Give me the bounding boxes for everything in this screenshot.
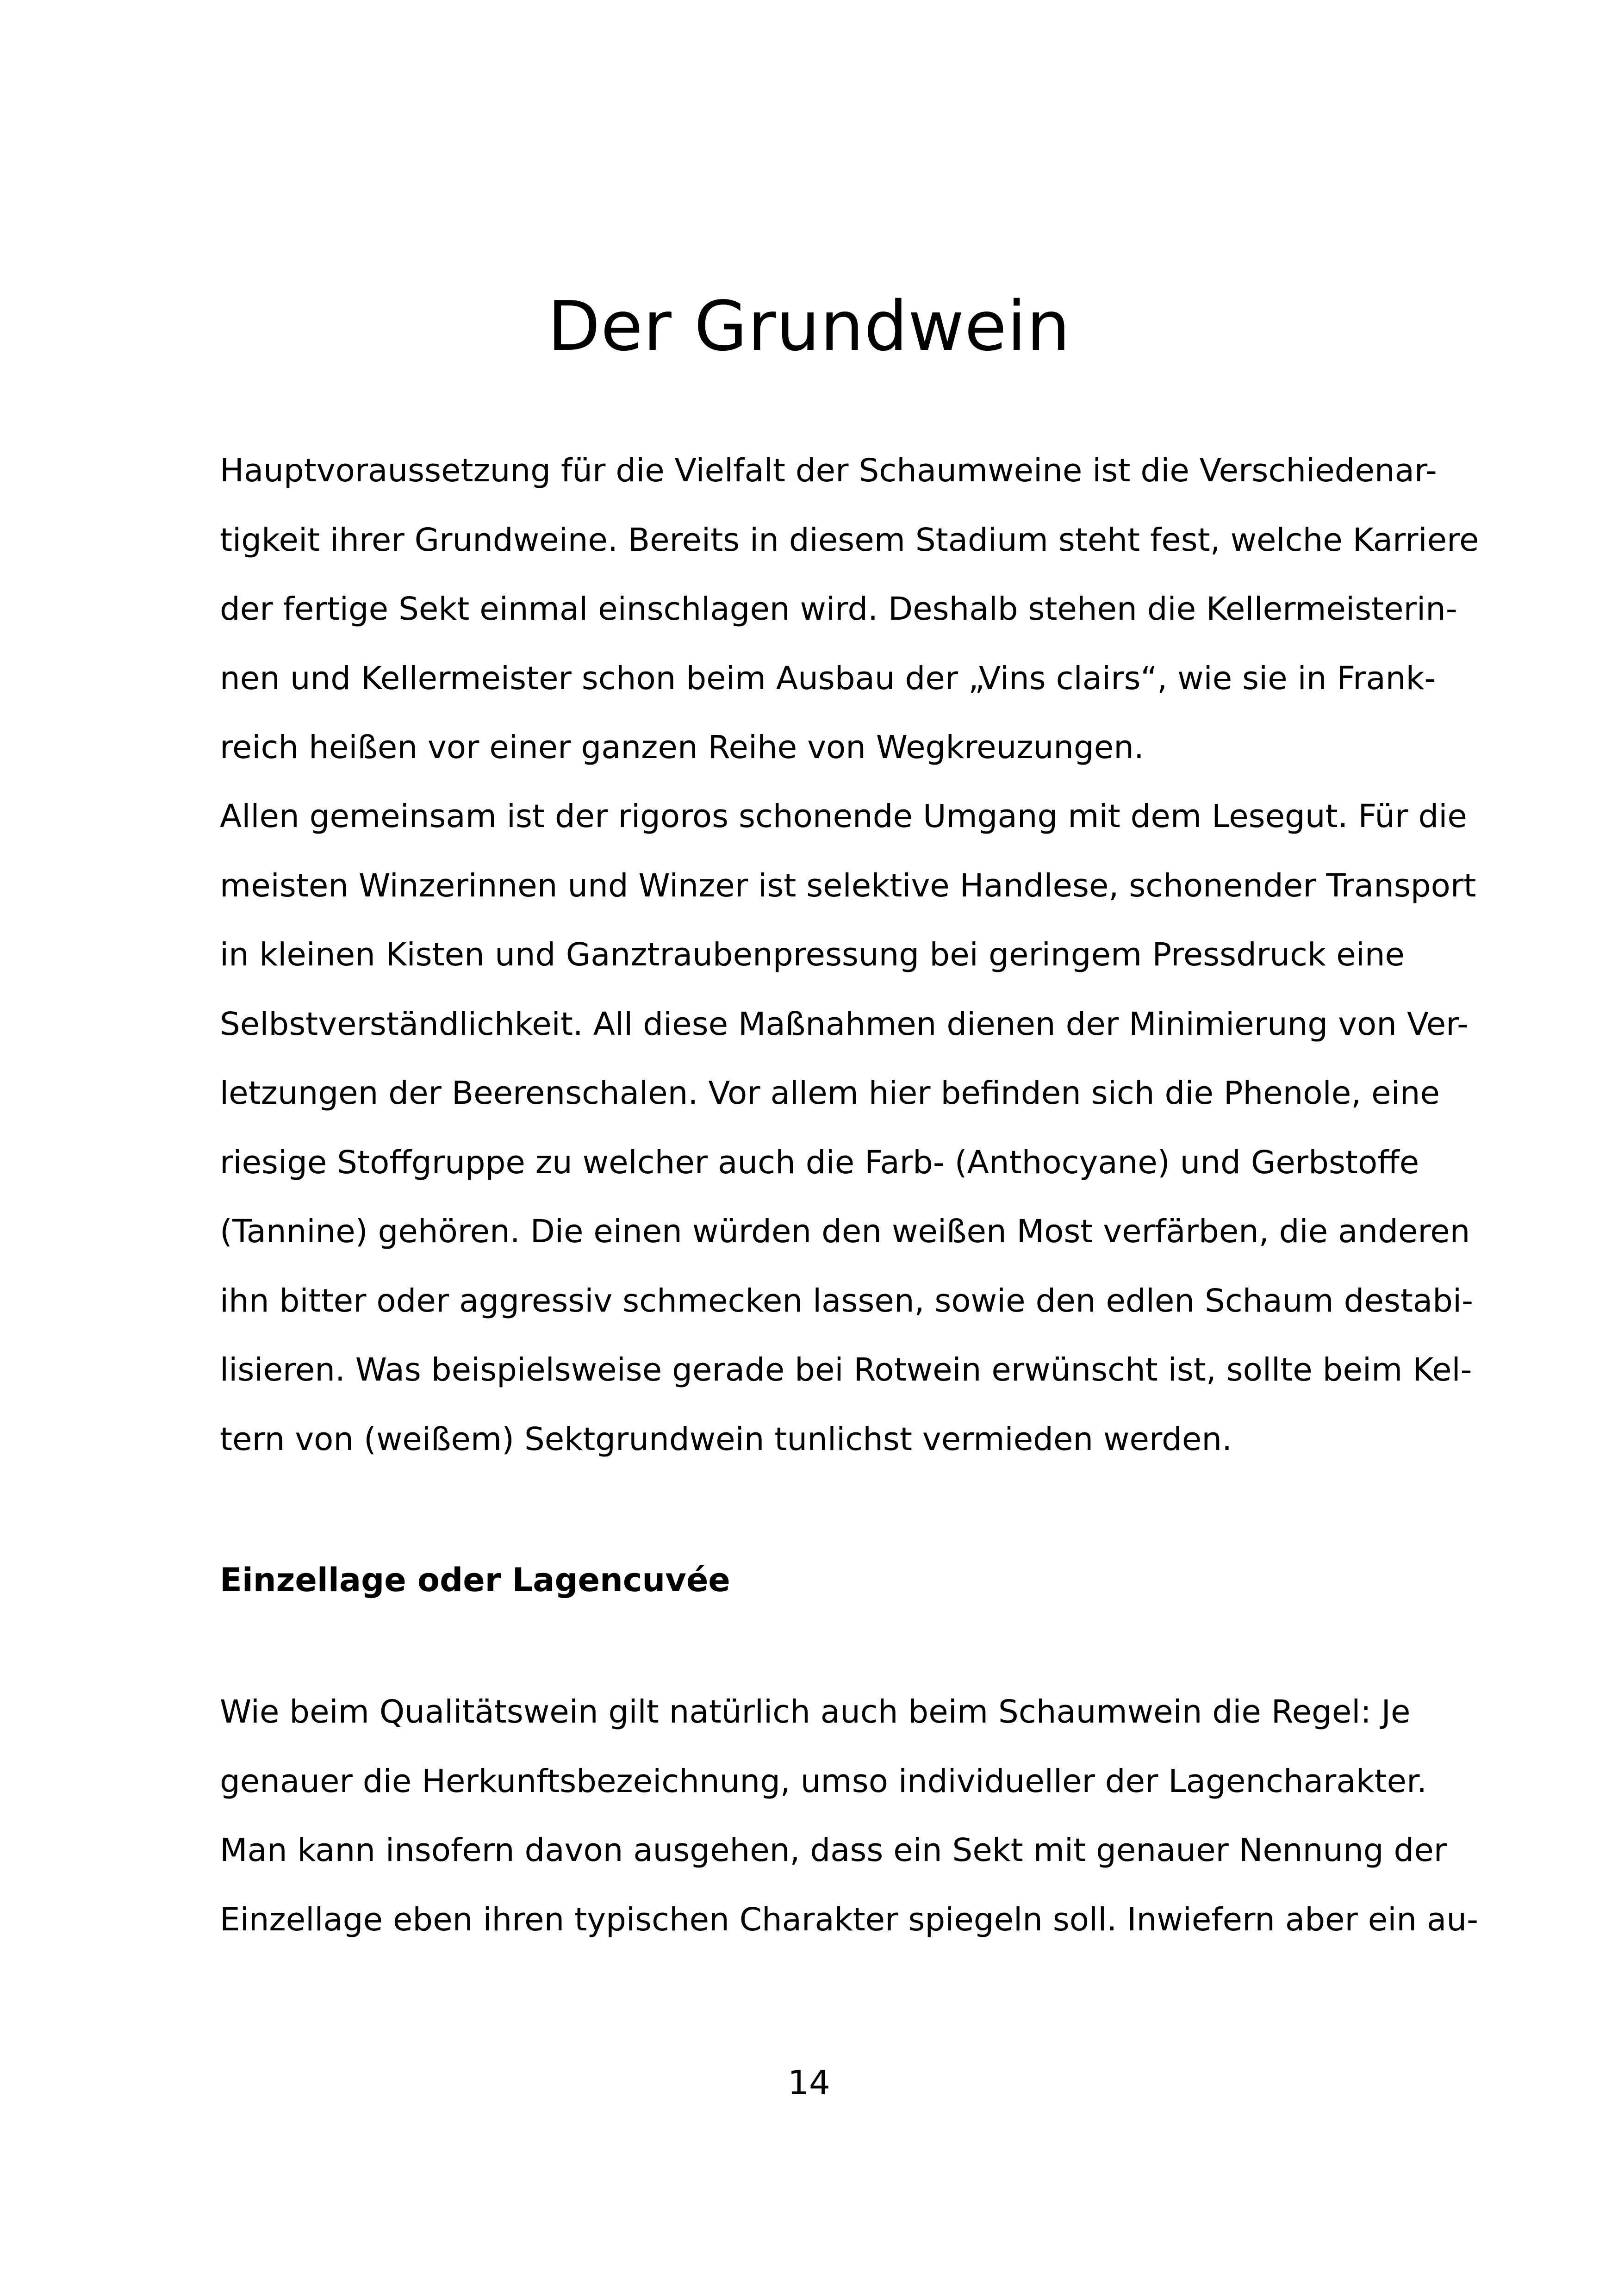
paragraph-2 — [220, 782, 1476, 1474]
text-line: Einzellage eben ihren typischen Charakter spiegeln soll. Inwiefern aber ein au- — [220, 1901, 1478, 1938]
text-line: lisieren. Was beispielsweise gerade bei Rotwein erwünscht ist, sollte beim Kel- — [220, 1351, 1472, 1388]
text-line: nen und Kellermeister schon beim Ausbau der „Vins clairs“, wie sie in Frank- — [220, 660, 1436, 697]
text-line: Wie beim Qualitätswein gilt natürlich auch beim Schaumwein die Regel: Je — [220, 1693, 1411, 1730]
paragraph-3 — [220, 1678, 1478, 1954]
text-line: Allen gemeinsam ist der rigoros schonende Umgang mit dem Lesegut. Für die — [220, 798, 1467, 835]
text-line: riesige Stoffgruppe zu welcher auch die Farb- (Anthocyane) und Gerbstoffe — [220, 1144, 1419, 1181]
text-line: tern von (weißem) Sektgrundwein tunlichst vermieden werden. — [220, 1420, 1232, 1458]
text-line: tigkeit ihrer Grundweine. Bereits in diesem Stadium steht fest, welche Karriere — [220, 521, 1479, 559]
text-line: Hauptvoraussetzung für die Vielfalt der Schaumweine ist die Verschiedenar- — [220, 452, 1437, 489]
text-line: meisten Winzerinnen und Winzer ist selektive Handlese, schonender Transport — [220, 867, 1476, 904]
text-line: Man kann insofern davon ausgehen, dass ein Sekt mit genauer Nennung der — [220, 1832, 1447, 1869]
paragraph-1 — [220, 436, 1479, 783]
text-line: reich heißen vor einer ganzen Reihe von Wegkreuzungen. — [220, 729, 1144, 766]
section-subheading: Einzellage oder Lagencuvée — [220, 1561, 730, 1599]
page-number: 14 — [788, 2063, 830, 2102]
page-title: Der Grundwein — [547, 286, 1070, 366]
text-line: genauer die Herkunftsbezeichnung, umso individueller der Lagencharakter. — [220, 1762, 1427, 1800]
text-line: in kleinen Kisten und Ganztraubenpressung bei geringem Pressdruck eine — [220, 936, 1405, 973]
text-line: (Tannine) gehören. Die einen würden den weißen Most verfärben, die anderen — [220, 1213, 1470, 1250]
text-line: Selbstverständlichkeit. All diese Maßnahmen dienen der Minimierung von Ver- — [220, 1005, 1469, 1043]
text-line: ihn bitter oder aggressiv schmecken lassen, sowie den edlen Schaum destabi- — [220, 1282, 1474, 1319]
text-line: letzungen der Beerenschalen. Vor allem hier befinden sich die Phenole, eine — [220, 1075, 1440, 1112]
text-line: der fertige Sekt einmal einschlagen wird. Deshalb stehen die Kellermeisterin- — [220, 591, 1457, 628]
